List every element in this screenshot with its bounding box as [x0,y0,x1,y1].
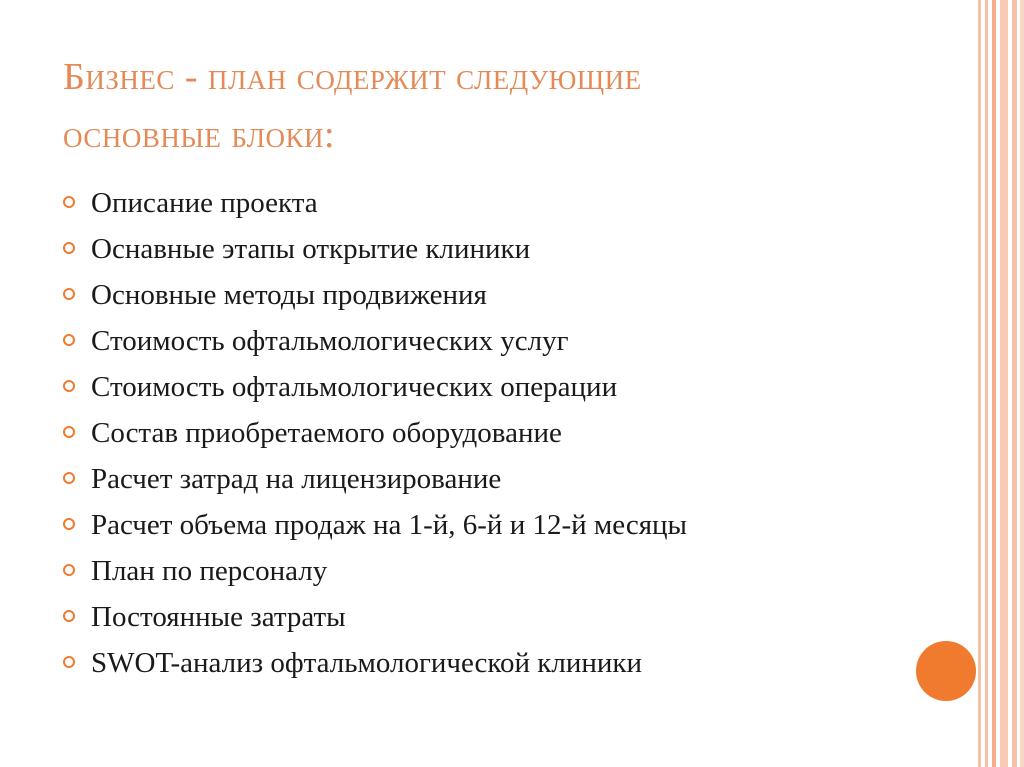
bullet-text: Основные методы продвижения [91,279,487,311]
stripe-decoration [992,0,996,767]
bullet-text: Состав приобретаемого оборудование [91,417,562,449]
ring-bullet-icon [63,610,75,622]
bullet-text: Стоимость офтальмологических услуг [91,325,569,357]
title-line-1: Бизнес - план содержит следующие [63,56,642,98]
ring-bullet-icon [63,426,75,438]
stripe-decoration [1012,0,1017,767]
stripe-decoration [1020,0,1024,767]
ring-bullet-icon [63,564,75,576]
bullet-text: План по персоналу [91,555,328,587]
bullet-text: Описание проекта [91,187,318,219]
decorative-stripes [978,0,1024,767]
orange-circle-decoration [916,641,976,701]
ring-bullet-icon [63,334,75,346]
ring-bullet-icon [63,472,75,484]
ring-bullet-icon [63,288,75,300]
bullet-text: Стоимость офтальмологических операции [91,371,618,403]
title-line-2: основные блоки: [63,114,336,156]
slide-title [63,48,943,164]
stripe-decoration [1000,0,1008,767]
stripe-decoration [978,0,981,767]
ring-bullet-icon [63,242,75,254]
ring-bullet-icon [63,656,75,668]
bullet-text: Расчет затрад на лицензирование [91,463,502,495]
bullet-text: SWOT-анализ офтальмологической клиники [91,647,643,679]
bullet-text: Постоянные затраты [91,601,346,633]
bullet-text: Расчет объема продаж на 1-й, 6-й и 12-й месяцы [91,509,688,541]
bullet-text: Оснавные этапы открытие клиники [91,233,531,265]
ring-bullet-icon [63,380,75,392]
stripe-decoration [985,0,988,767]
ring-bullet-icon [63,518,75,530]
ring-bullet-icon [63,196,75,208]
